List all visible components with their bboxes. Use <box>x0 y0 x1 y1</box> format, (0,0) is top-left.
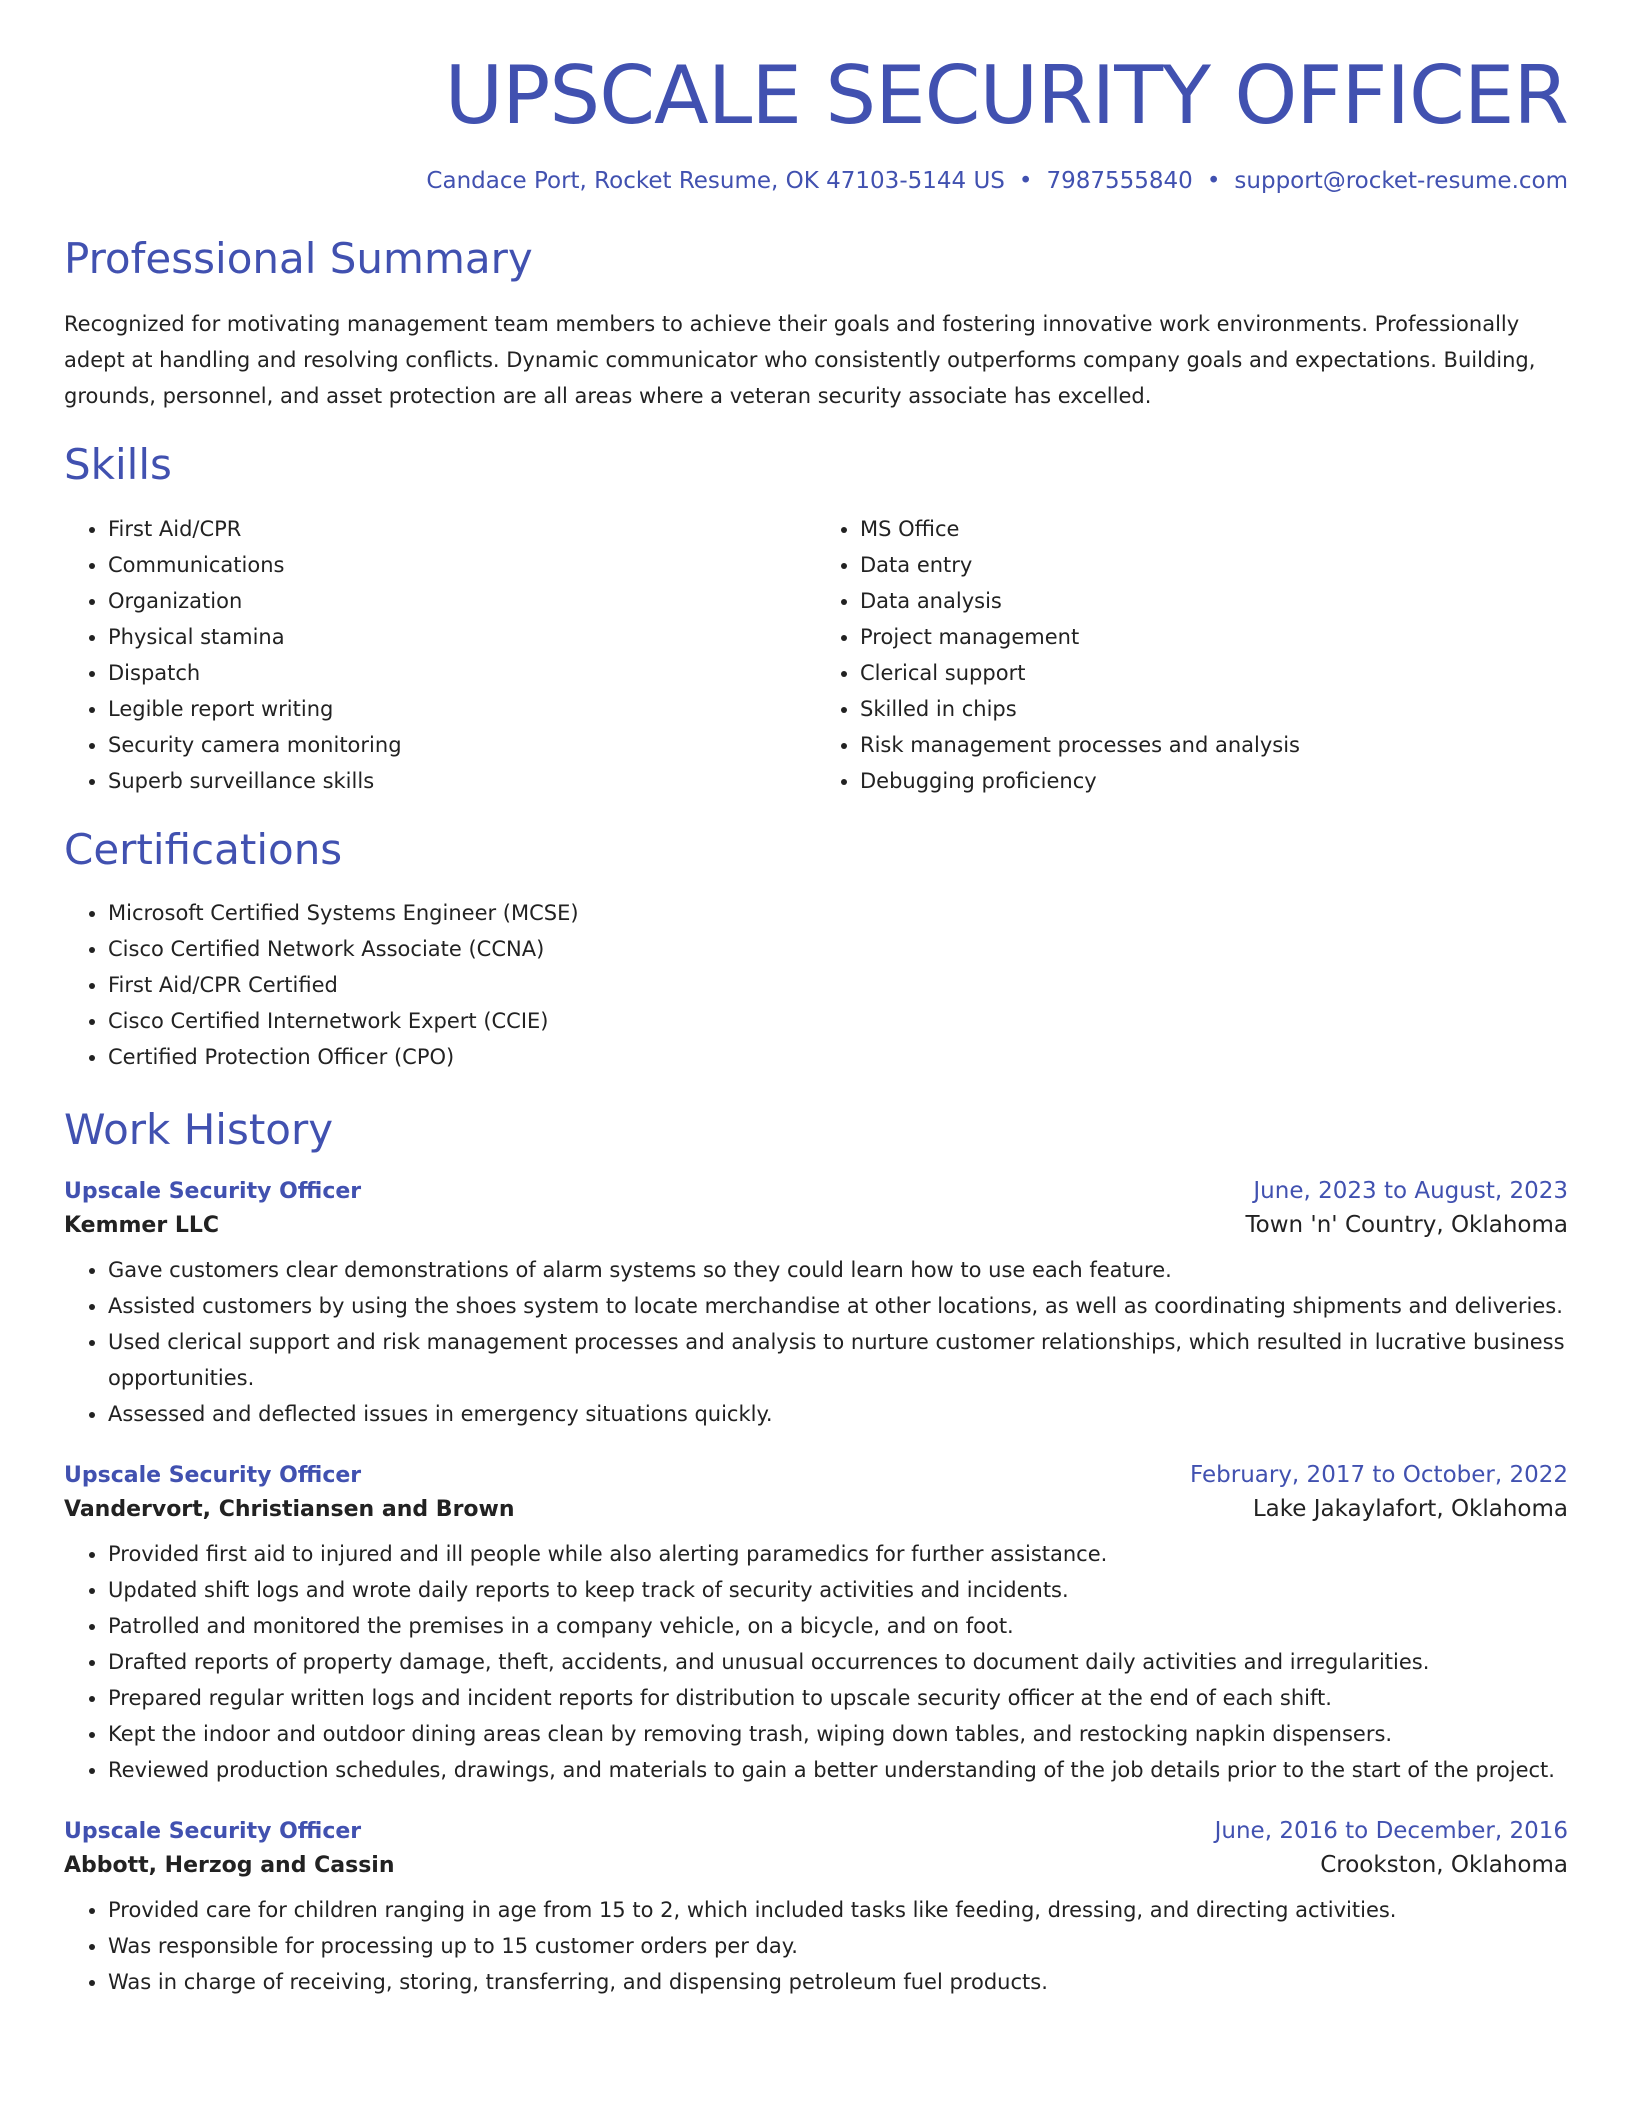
job-bullets <box>64 1536 1568 1788</box>
certifications-list <box>64 895 1568 1075</box>
contact-separator: • <box>1206 168 1221 194</box>
job-company: Kemmer LLC <box>64 1212 220 1238</box>
job-bullet: • Prepared regular written logs and incident reports for distribution to upscale security officer at the end of each shift. <box>108 1680 1568 1716</box>
certification-item: • Microsoft Certified Systems Engineer (MCSE) <box>108 895 1568 931</box>
skill-item: • Project management <box>860 619 1568 655</box>
job-dates: June, 2016 to December, 2016 <box>1214 1817 1568 1844</box>
skill-item: • Superb surveillance skills <box>108 763 816 799</box>
job-company: Vandervort, Christiansen and Brown <box>64 1496 515 1522</box>
job-bullet: • Provided first aid to injured and ill people while also alerting paramedics for further assistance. <box>108 1536 1568 1572</box>
skill-item: • MS Office <box>860 511 1568 547</box>
job-location: Town 'n' Country, Oklahoma <box>1245 1211 1568 1238</box>
summary-section <box>64 234 1568 414</box>
certification-item: • Certified Protection Officer (CPO) <box>108 1039 1568 1075</box>
work-history-section <box>64 1105 1568 1999</box>
job-title: Upscale Security Officer <box>64 1462 362 1488</box>
job-bullet: • Reviewed production schedules, drawings, and materials to gain a better understanding of the job details prior to the start of the project. <box>108 1752 1568 1788</box>
job-dates: June, 2023 to August, 2023 <box>1253 1177 1568 1204</box>
skill-item: • Communications <box>108 547 816 583</box>
certification-item: • Cisco Certified Internetwork Expert (CCIE) <box>108 1003 1568 1039</box>
job-bullet: • Assessed and deflected issues in emergency situations quickly. <box>108 1396 1568 1432</box>
job-bullet: • Assisted customers by using the shoes system to locate merchandise at other locations, as well as coordinating shipments and deliveries. <box>108 1288 1568 1324</box>
job-bullets <box>64 1892 1568 2000</box>
skill-item: • Legible report writing <box>108 691 816 727</box>
skills-columns <box>64 511 1568 799</box>
job-entry <box>64 1818 1568 2000</box>
job-bullet: • Kept the indoor and outdoor dining areas clean by removing trash, wiping down tables, and restocking napkin dispensers. <box>108 1716 1568 1752</box>
skill-item: • Physical stamina <box>108 619 816 655</box>
job-entry <box>64 1178 1568 1432</box>
job-location: Lake Jakaylafort, Oklahoma <box>1252 1495 1568 1522</box>
skill-item: • Debugging proficiency <box>860 763 1568 799</box>
job-title: Upscale Security Officer <box>64 1818 362 1844</box>
job-entry <box>64 1462 1568 1788</box>
skill-item: • Dispatch <box>108 655 816 691</box>
skill-item: • First Aid/CPR <box>108 511 816 547</box>
certification-item: • Cisco Certified Network Associate (CCNA) <box>108 931 1568 967</box>
work-history-heading: Work History <box>64 1105 334 1155</box>
skill-item: • Organization <box>108 583 816 619</box>
job-location: Crookston, Oklahoma <box>1320 1851 1568 1878</box>
job-bullet: • Drafted reports of property damage, theft, accidents, and unusual occurrences to document daily activities and irregularities. <box>108 1644 1568 1680</box>
summary-heading: Professional Summary <box>64 234 533 283</box>
skills-list-right <box>816 511 1568 799</box>
contact-phone: 7987555840 <box>1046 168 1193 194</box>
summary-text: Recognized for motivating management team members to achieve their goals and fostering innovative work environments. Professionally adept at handling and resolving conflicts. Dynamic communicator who consistently outperforms company goals and expectations. Building, grounds, personnel, and asset protection are all areas where a veteran security associate has excelled. <box>64 312 1536 409</box>
job-bullet: • Provided care for children ranging in age from 15 to 2, which included tasks like feeding, dressing, and directing activities. <box>108 1892 1568 1928</box>
job-bullet: • Updated shift logs and wrote daily reports to keep track of security activities and incidents. <box>108 1572 1568 1608</box>
job-bullet: • Was responsible for processing up to 15 customer orders per day. <box>108 1928 1568 1964</box>
job-dates: February, 2017 to October, 2022 <box>1190 1461 1568 1488</box>
skill-item: • Security camera monitoring <box>108 727 816 763</box>
skills-section <box>64 440 1568 798</box>
skills-heading: Skills <box>64 440 172 490</box>
job-bullet: • Used clerical support and risk management processes and analysis to nurture customer relationships, which resulted in lucrative business opportunities. <box>108 1324 1568 1396</box>
skill-item: • Skilled in chips <box>860 691 1568 727</box>
contact-separator: • <box>1018 168 1033 194</box>
certification-item: • First Aid/CPR Certified <box>108 967 1568 1003</box>
skill-item: • Risk management processes and analysis <box>860 727 1568 763</box>
contact-email: support@rocket-resume.com <box>1234 168 1568 194</box>
contact-line <box>64 168 1568 194</box>
skill-item: • Clerical support <box>860 655 1568 691</box>
certifications-section <box>64 825 1568 1075</box>
skill-item: • Data entry <box>860 547 1568 583</box>
contact-address: Candace Port, Rocket Resume, OK 47103-5144 US <box>426 168 1005 194</box>
job-title: Upscale Security Officer <box>64 1178 362 1204</box>
skills-list-left <box>64 511 816 799</box>
certifications-heading: Certifications <box>64 824 343 874</box>
job-bullet: • Patrolled and monitored the premises in a company vehicle, on a bicycle, and on foot. <box>108 1608 1568 1644</box>
resume-name: UPSCALE SECURITY OFFICER <box>444 49 1568 142</box>
job-bullet: • Was in charge of receiving, storing, transferring, and dispensing petroleum fuel products. <box>108 1964 1568 2000</box>
job-bullet: • Gave customers clear demonstrations of alarm systems so they could learn how to use each feature. <box>108 1252 1568 1288</box>
skill-item: • Data analysis <box>860 583 1568 619</box>
job-company: Abbott, Herzog and Cassin <box>64 1852 395 1878</box>
job-bullets <box>64 1252 1568 1432</box>
